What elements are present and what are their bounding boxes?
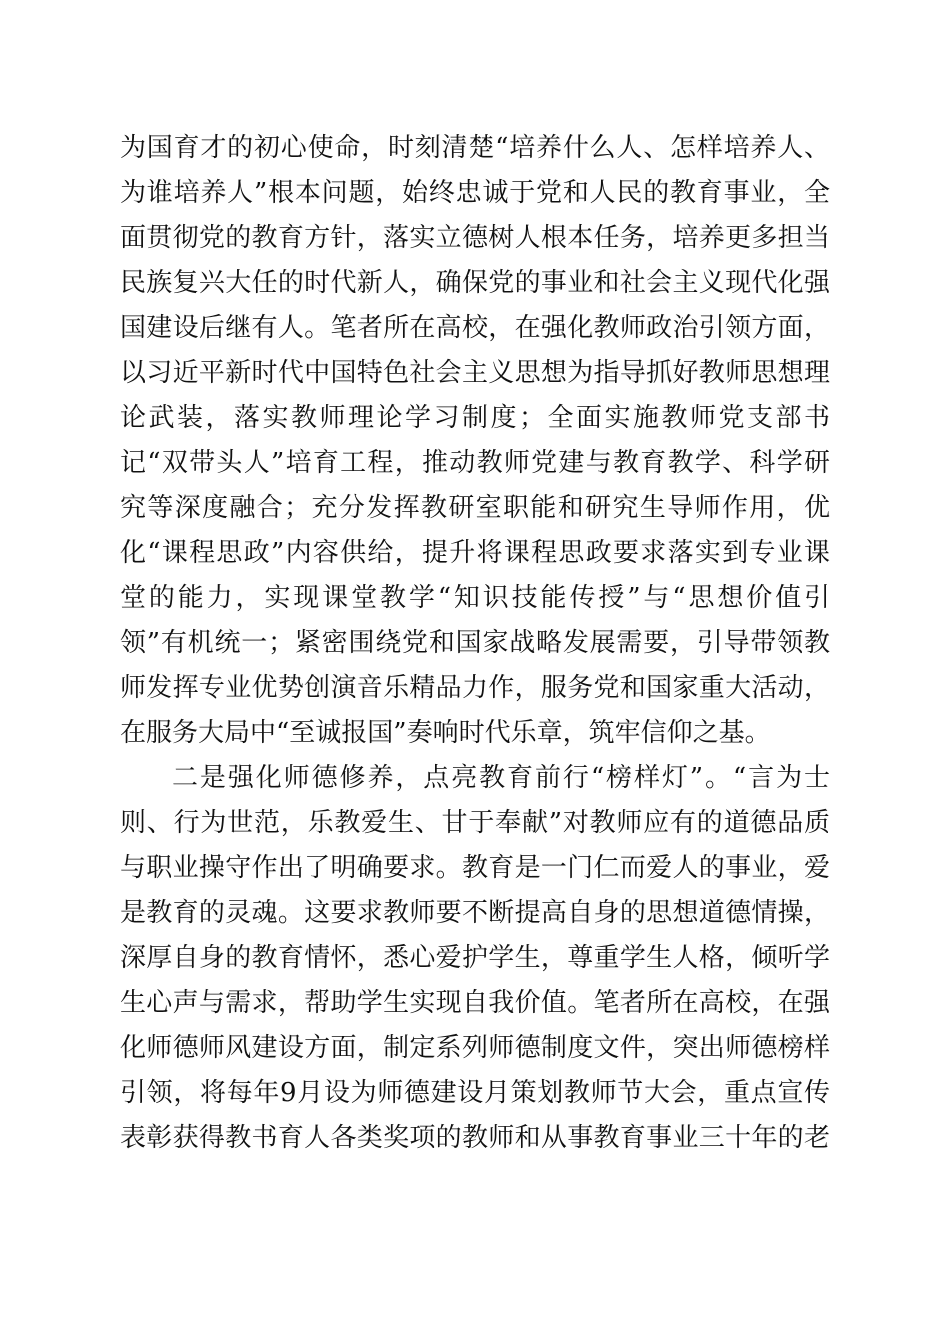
text-line: 记“双带头人”培育工程，推动教师党建与教育教学、科学研 [120, 448, 830, 478]
text-line: 深厚自身的教育情怀，悉心爱护学生，尊重学生人格，倾听学 [120, 943, 830, 973]
text-line: 与职业操守作出了明确要求。教育是一门仁而爱人的事业，爱 [120, 853, 830, 883]
text-line: 为国育才的初心使命，时刻清楚“培养什么人、怎样培养人、 [120, 133, 830, 163]
text-line: 是教育的灵魂。这要求教师要不断提高自身的思想道德情操， [120, 898, 830, 928]
text-line: 以习近平新时代中国特色社会主义思想为指导抓好教师思想理 [120, 358, 830, 388]
text-line: 究等深度融合；充分发挥教研室职能和研究生导师作用，优 [120, 493, 830, 523]
text-line: 则、行为世范，乐教爱生、甘于奉献”对教师应有的道德品质 [120, 808, 830, 838]
text-line: 堂的能力，实现课堂教学“知识技能传授”与“思想价值引 [120, 583, 830, 613]
text-line: 论武装，落实教师理论学习制度；全面实施教师党支部书 [120, 403, 830, 433]
text-line: 表彰获得教书育人各类奖项的教师和从事教育事业三十年的老 [120, 1123, 830, 1153]
paragraph-start-line: 二是强化师德修养，点亮教育前行“榜样灯”。“言为士 [172, 763, 830, 793]
text-line: 民族复兴大任的时代新人，确保党的事业和社会主义现代化强 [120, 268, 830, 298]
text-line: 引领，将每年9月设为师德建设月策划教师节大会，重点宣传 [120, 1078, 830, 1108]
text-line: 为谁培养人”根本问题，始终忠诚于党和人民的教育事业，全 [120, 178, 830, 208]
text-line: 师发挥专业优势创演音乐精品力作，服务党和国家重大活动， [120, 673, 830, 703]
text-line: 国建设后继有人。笔者所在高校，在强化教师政治引领方面， [120, 313, 830, 343]
text-line: 化师德师风建设方面，制定系列师德制度文件，突出师德榜样 [120, 1033, 830, 1063]
text-line: 生心声与需求，帮助学生实现自我价值。笔者所在高校，在强 [120, 988, 830, 1018]
text-line: 领”有机统一；紧密围绕党和国家战略发展需要，引导带领教 [120, 628, 830, 658]
text-line: 面贯彻党的教育方针，落实立德树人根本任务，培养更多担当 [120, 223, 830, 253]
body-text [120, 126, 830, 1161]
text-line: 在服务大局中“至诚报国”奏响时代乐章，筑牢信仰之基。 [120, 718, 771, 748]
text-line: 化“课程思政”内容供给，提升将课程思政要求落实到专业课 [120, 538, 830, 568]
